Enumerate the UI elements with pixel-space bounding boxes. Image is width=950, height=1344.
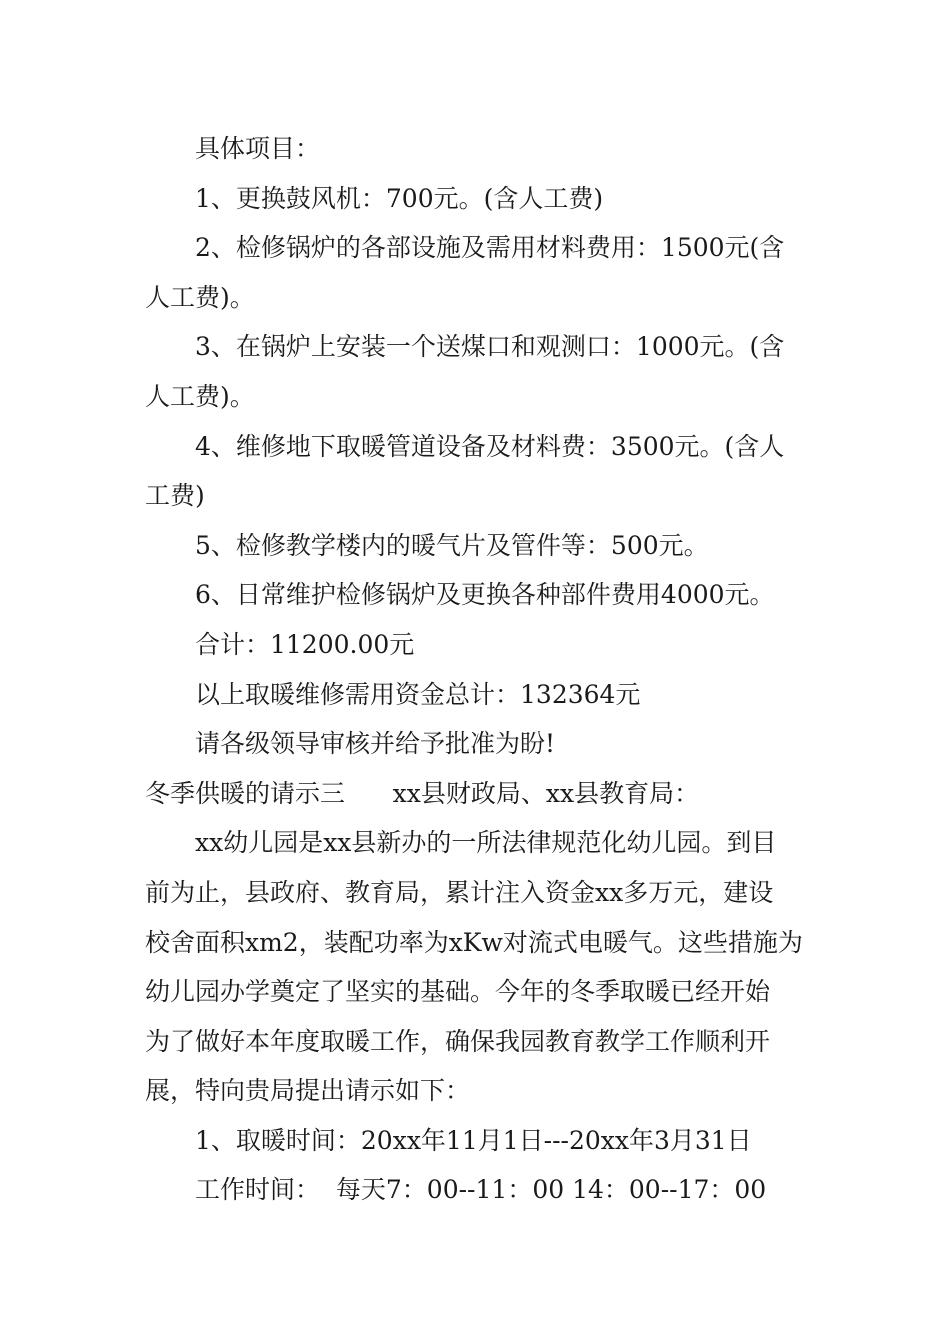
- text-line: 具体项目：: [195, 134, 321, 163]
- text-line: 幼儿园办学奠定了坚实的基础。今年的冬季取暖已经开始: [145, 977, 771, 1007]
- text-line: 工作时间： 每天7：00--11：00 14：00--17：00: [195, 1175, 767, 1205]
- text-line: 展，特向贵局提出请示如下：: [145, 1076, 471, 1106]
- text-line: 1、更换鼓风机：700元。(含人工费): [195, 183, 604, 213]
- text-line: 2、检修锅炉的各部设施及需用材料费用：1500元(含: [195, 233, 785, 263]
- text-line: 校舍面积xm2，装配功率为xKw对流式电暖气。这些措施为: [145, 927, 803, 957]
- document-page: [145, 124, 810, 1215]
- text-line: 4、维修地下取暖管道设备及材料费：3500元。(含人: [195, 431, 785, 461]
- text-line: 请各级领导审核并给予批准为盼!: [195, 729, 556, 759]
- text-line: 前为止，县政府、教育局，累计注入资金xx多万元，建设: [145, 877, 774, 907]
- text-line: 为了做好本年度取暖工作，确保我园教育教学工作顺利开: [145, 1026, 771, 1056]
- text-line: 合计：11200.00元: [195, 629, 415, 659]
- text-line: 人工费)。: [145, 381, 255, 411]
- text-line: xx幼儿园是xx县新办的一所法律规范化幼儿园。到目: [195, 828, 777, 858]
- text-line: 3、在锅炉上安装一个送煤口和观测口：1000元。(含: [195, 332, 785, 362]
- text-line: 工费): [145, 481, 205, 511]
- text-line: 6、日常维护检修锅炉及更换各种部件费用4000元。: [195, 580, 775, 610]
- text-line: 人工费)。: [145, 282, 255, 312]
- text-line: 5、检修教学楼内的暖气片及管件等：500元。: [195, 530, 709, 560]
- text-line: 1、取暖时间：20xx年11月1日---20xx年3月31日: [195, 1125, 752, 1155]
- section-heading: 冬季供暖的请示三 xx县财政局、xx县教育局：: [145, 778, 700, 808]
- text-line: 以上取暖维修需用资金总计：132364元: [195, 679, 641, 709]
